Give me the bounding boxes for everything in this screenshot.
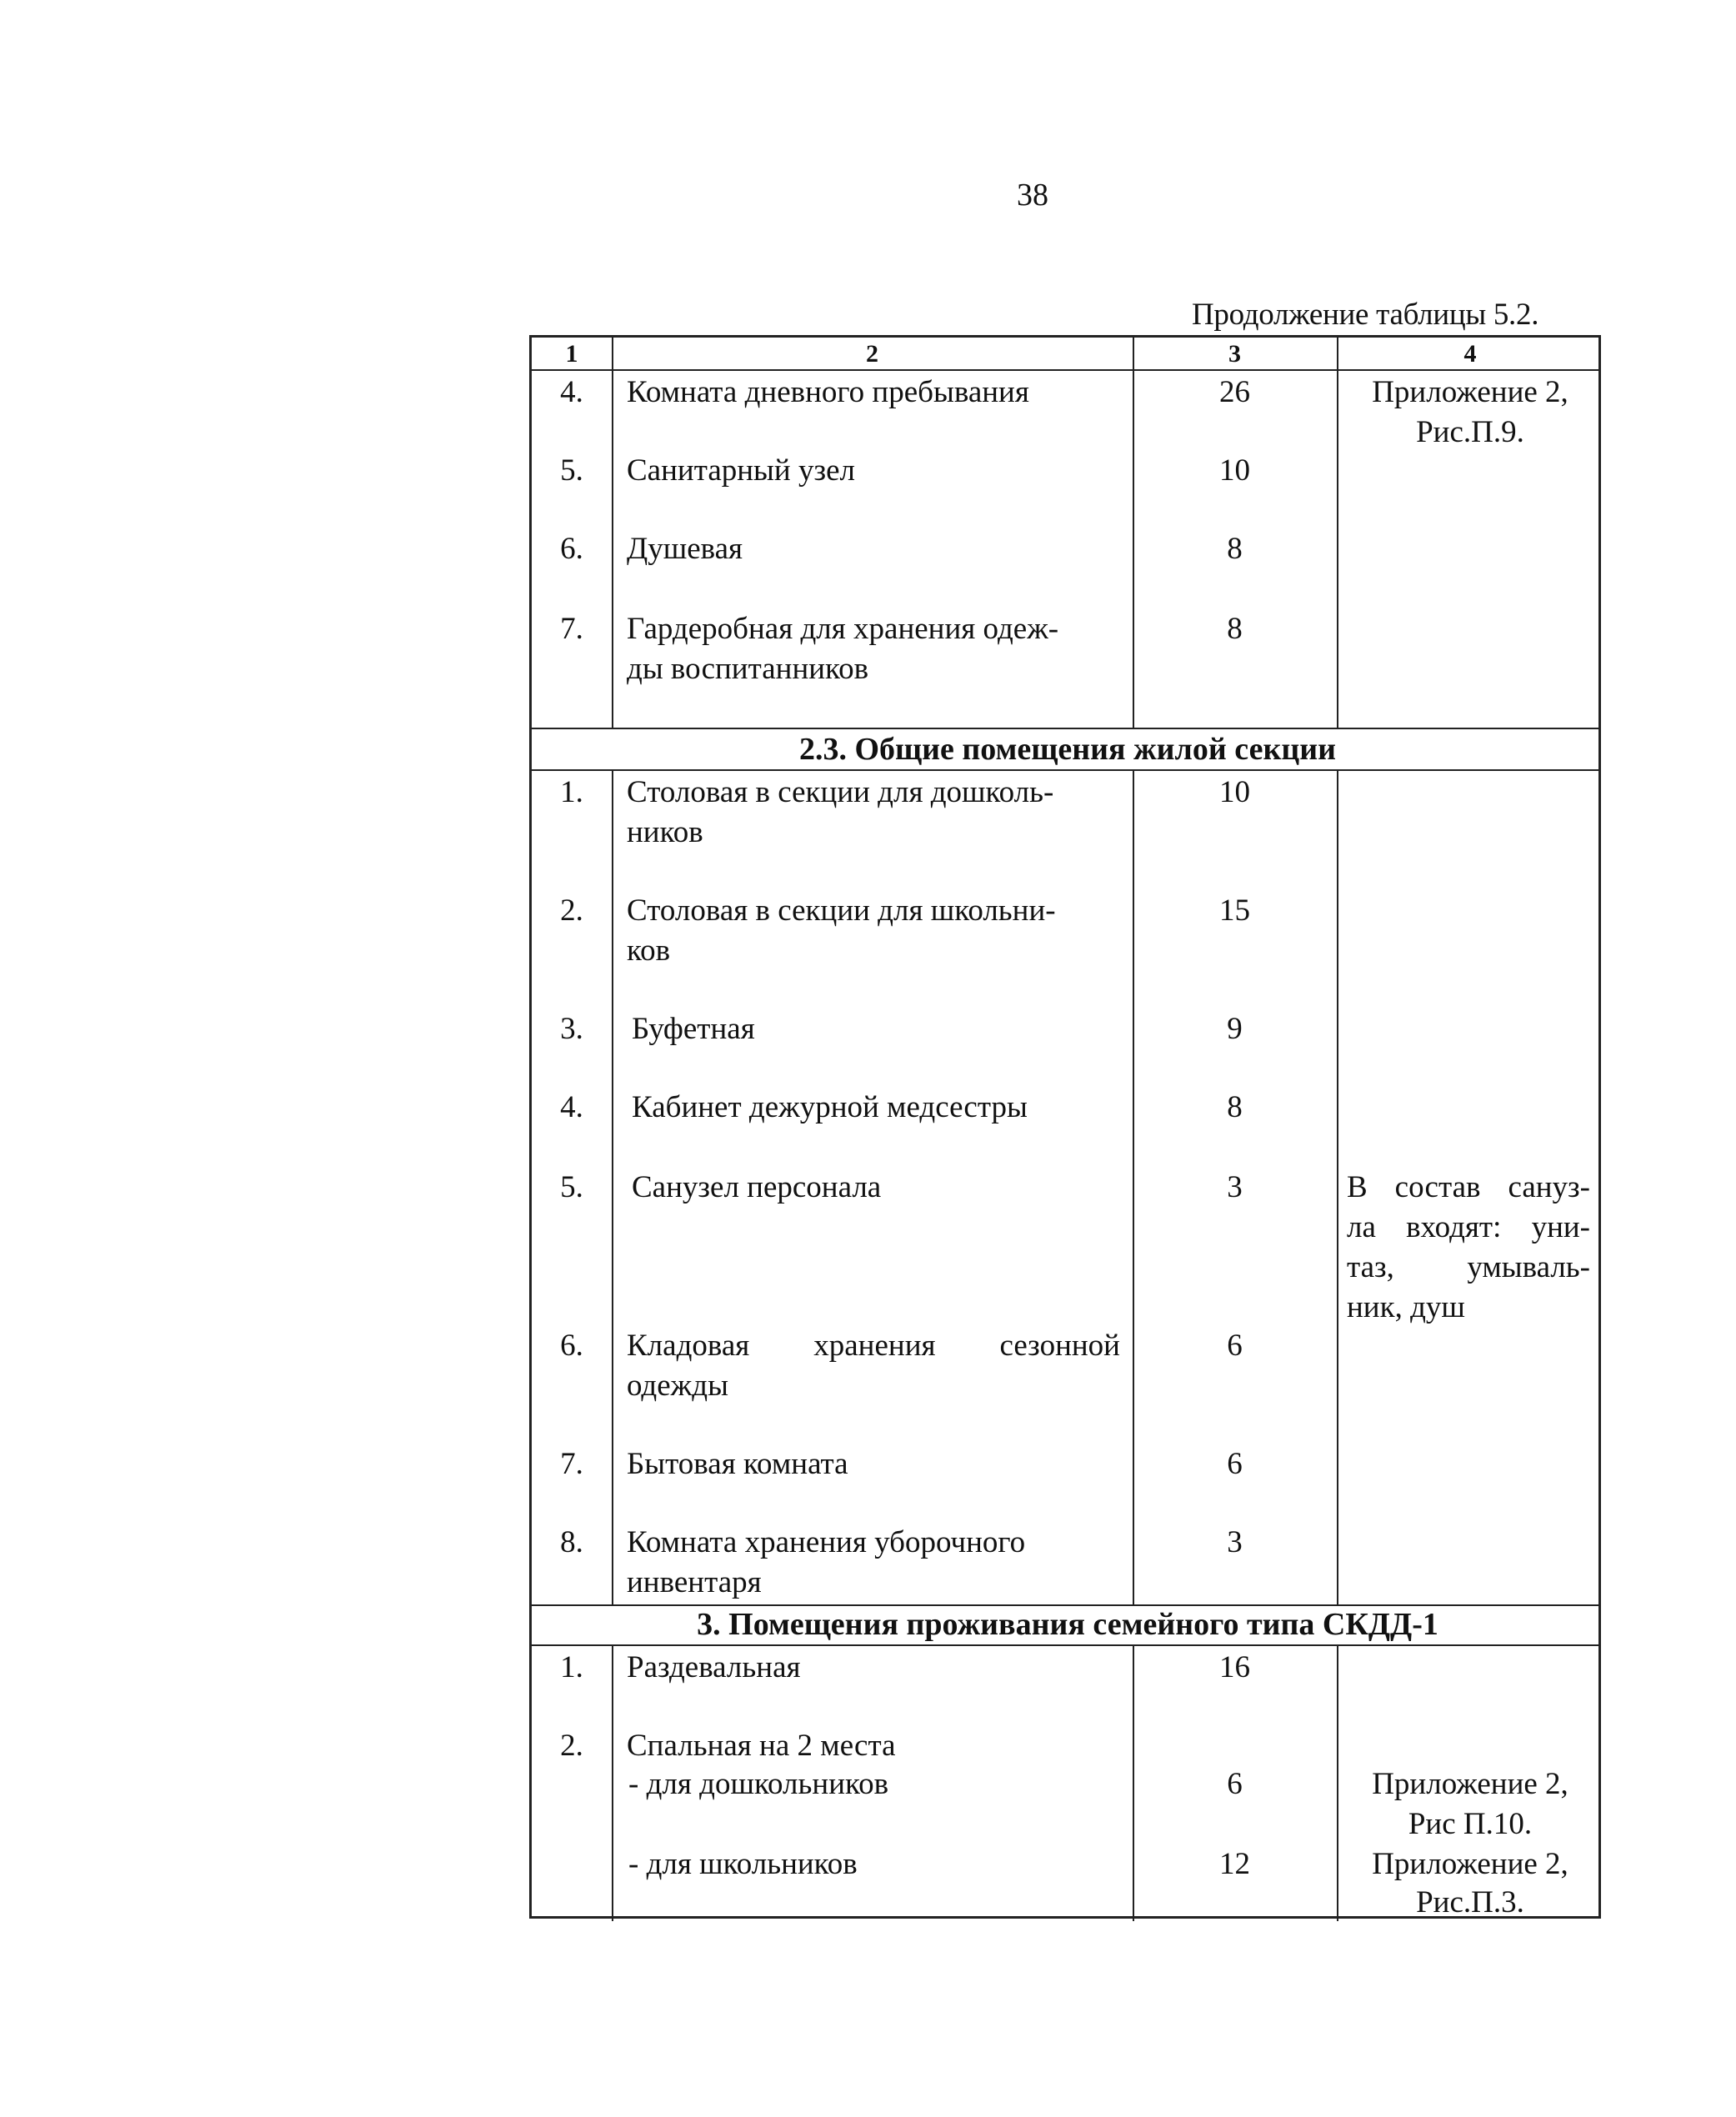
page-number: 38 xyxy=(1017,178,1048,213)
header-cell: 2 xyxy=(866,340,878,368)
room-name: Комната хранения уборочного xyxy=(627,1525,1026,1559)
area-value: 16 xyxy=(1219,1650,1250,1684)
room-name: Буфетная xyxy=(632,1012,755,1046)
row-number: 3. xyxy=(560,1012,583,1046)
row-number: 1. xyxy=(560,1650,583,1684)
area-value: 10 xyxy=(1219,775,1250,809)
area-value: 3 xyxy=(1227,1525,1243,1559)
room-name: Душевая xyxy=(627,532,743,566)
note-line: таз, умываль- xyxy=(1347,1250,1590,1284)
room-name: Раздевальная xyxy=(627,1650,801,1684)
header-cell: 1 xyxy=(565,340,578,368)
room-name: ников xyxy=(627,815,703,849)
area-value: 12 xyxy=(1219,1847,1250,1881)
column-divider xyxy=(612,1646,613,1921)
room-name: Комната дневного пребывания xyxy=(627,375,1029,409)
area-value: 10 xyxy=(1219,453,1250,488)
note-line: В состав сануз- xyxy=(1347,1170,1590,1204)
note-line: Приложение 2, xyxy=(1372,375,1568,409)
subroom-name: - для дошкольников xyxy=(628,1767,889,1801)
area-value: 6 xyxy=(1227,1329,1243,1363)
area-value: 15 xyxy=(1219,893,1250,928)
area-value: 26 xyxy=(1219,375,1250,409)
row-number: 7. xyxy=(560,1447,583,1481)
column-divider xyxy=(612,338,613,729)
row-number: 1. xyxy=(560,775,583,809)
note-line: ник, душ xyxy=(1347,1290,1465,1324)
header-cell: 3 xyxy=(1228,340,1241,368)
room-name: Санузел персонала xyxy=(632,1170,882,1204)
section-title: 3. Помещения проживания семейного типа СКДД-1 xyxy=(697,1607,1438,1642)
note-line: Приложение 2, xyxy=(1372,1847,1568,1881)
row-number: 6. xyxy=(560,532,583,566)
room-name: Санитарный узел xyxy=(627,453,855,488)
area-value: 8 xyxy=(1227,532,1243,566)
room-name: Гардеробная для хранения одеж- xyxy=(627,612,1059,646)
area-value: 6 xyxy=(1227,1447,1243,1481)
room-name: ды воспитанников xyxy=(627,652,869,686)
header-divider xyxy=(532,369,1598,371)
rooms-table xyxy=(529,335,1601,1919)
area-value: 8 xyxy=(1227,1090,1243,1124)
section-divider xyxy=(532,769,1598,771)
area-value: 3 xyxy=(1227,1170,1243,1204)
row-number: 7. xyxy=(560,612,583,646)
note-line: Рис.П.9. xyxy=(1416,415,1524,449)
area-value: 8 xyxy=(1227,612,1243,646)
room-name: Кладовая хранения сезонной xyxy=(627,1329,1120,1363)
row-number: 2. xyxy=(560,1729,583,1763)
row-number: 5. xyxy=(560,1170,583,1204)
row-number: 2. xyxy=(560,893,583,928)
section-divider xyxy=(532,1644,1598,1646)
room-name: ков xyxy=(627,933,671,968)
room-name: одежды xyxy=(627,1369,728,1403)
area-value: 6 xyxy=(1227,1767,1243,1801)
section-title: 2.3. Общие помещения жилой секции xyxy=(798,732,1337,767)
header-cell: 4 xyxy=(1463,340,1477,368)
area-value: 9 xyxy=(1227,1012,1243,1046)
table-caption: Продолжение таблицы 5.2. xyxy=(1192,298,1539,332)
room-name: Бытовая комната xyxy=(627,1447,848,1481)
row-number: 5. xyxy=(560,453,583,488)
column-divider xyxy=(612,771,613,1606)
column-divider xyxy=(1337,771,1338,1606)
room-name: Столовая в секции для школьни- xyxy=(627,893,1056,928)
subroom-name: - для школьников xyxy=(628,1847,858,1881)
row-number: 8. xyxy=(560,1525,583,1559)
room-name: Столовая в секции для дошколь- xyxy=(627,775,1054,809)
note-line: ла входят: уни- xyxy=(1347,1210,1590,1244)
row-number: 4. xyxy=(560,375,583,409)
note-line: Рис.П.3. xyxy=(1416,1885,1524,1919)
row-number: 4. xyxy=(560,1090,583,1124)
room-name: инвентаря xyxy=(627,1565,762,1599)
row-number: 6. xyxy=(560,1329,583,1363)
room-name: Кабинет дежурной медсестры xyxy=(632,1090,1028,1124)
note-line: Рис П.10. xyxy=(1408,1807,1533,1841)
room-name: Спальная на 2 места xyxy=(627,1729,896,1763)
note-line: Приложение 2, xyxy=(1372,1767,1568,1801)
